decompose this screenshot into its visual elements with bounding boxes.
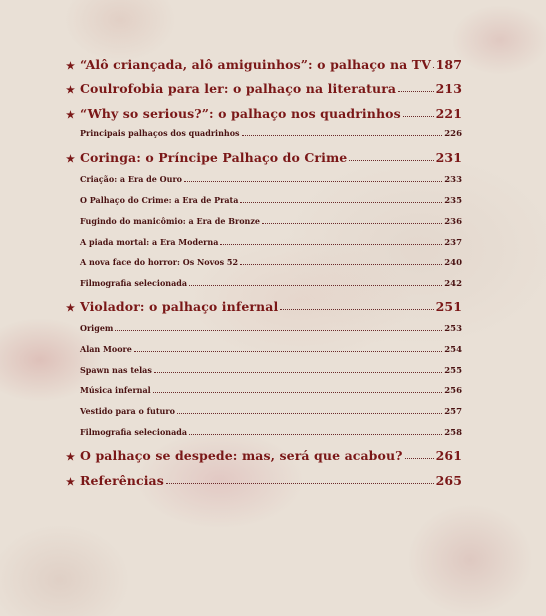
- dot-leader: [153, 391, 443, 393]
- toc-title: Filmografia selecionada: [80, 427, 188, 437]
- toc-title: Spawn nas telas: [80, 365, 152, 375]
- toc-title: O palhaço se despede: mas, será que acabou?: [80, 448, 403, 463]
- toc-subsection[interactable]: [80, 195, 462, 206]
- toc-page-number: 265: [435, 473, 462, 488]
- toc-page-number: 226: [444, 129, 462, 139]
- star-icon: ★: [66, 85, 76, 96]
- toc-title: Vestido para o futuro: [80, 406, 175, 416]
- toc-title: Filmografia selecionada: [80, 278, 188, 288]
- dot-leader: [177, 412, 442, 414]
- toc-subsection[interactable]: [80, 406, 462, 417]
- star-icon: ★: [66, 452, 76, 463]
- toc-chapter[interactable]: [66, 473, 462, 488]
- toc-subsection[interactable]: [80, 323, 462, 334]
- dot-leader: [262, 222, 442, 224]
- toc-chapter[interactable]: [66, 299, 462, 314]
- toc-title: Origem: [80, 323, 114, 333]
- toc-title: Alan Moore: [80, 344, 132, 354]
- toc-page-number: 237: [444, 238, 462, 248]
- toc-page-number: 255: [444, 366, 462, 376]
- toc-page-number: 257: [444, 407, 462, 417]
- toc-title: Música infernal: [80, 385, 151, 395]
- toc-chapter[interactable]: [66, 81, 462, 96]
- toc-subsection[interactable]: [80, 278, 462, 289]
- toc-title: “Alô criançada, alô amiguinhos”: o palhaço na TV: [80, 57, 431, 72]
- dot-leader: [240, 201, 442, 203]
- dot-leader: [115, 329, 442, 331]
- toc-page-number: 254: [444, 345, 462, 355]
- toc-title: A piada mortal: a Era Moderna: [80, 237, 219, 247]
- toc-subsection[interactable]: [80, 427, 462, 438]
- toc-title: “Why so serious?”: o palhaço nos quadrinhos: [80, 106, 401, 121]
- toc-page-number: 231: [435, 150, 462, 165]
- toc-page-number: 253: [444, 324, 462, 334]
- toc-subsection[interactable]: [80, 385, 462, 396]
- star-icon: ★: [66, 110, 76, 121]
- toc-title: Fugindo do manicômio: a Era de Bronze: [80, 216, 261, 226]
- toc-page-number: 261: [435, 448, 462, 463]
- dot-leader: [433, 66, 434, 68]
- dot-leader: [405, 457, 434, 459]
- toc-subsection[interactable]: [80, 237, 462, 248]
- toc-page-number: 240: [444, 258, 462, 268]
- toc-title: Referências: [80, 473, 164, 488]
- star-icon: ★: [66, 61, 76, 72]
- toc-page-number: 221: [435, 106, 462, 121]
- dot-leader: [398, 90, 434, 92]
- dot-leader: [189, 284, 442, 286]
- dot-leader: [220, 243, 442, 245]
- toc-subsection[interactable]: [80, 128, 462, 139]
- toc-chapter[interactable]: [66, 106, 462, 121]
- toc-page-number: 242: [444, 279, 462, 289]
- toc-title: Principais palhaços dos quadrinhos: [80, 128, 240, 138]
- toc-page-number: 258: [444, 428, 462, 438]
- dot-leader: [189, 433, 442, 435]
- toc-subsection[interactable]: [80, 365, 462, 376]
- dot-leader: [240, 263, 442, 265]
- toc-subsection[interactable]: [80, 174, 462, 185]
- toc-chapter[interactable]: [66, 448, 462, 463]
- toc-title: O Palhaço do Crime: a Era de Prata: [80, 195, 239, 205]
- toc-chapter[interactable]: [66, 57, 462, 72]
- toc-page-number: 236: [444, 217, 462, 227]
- dot-leader: [349, 159, 433, 161]
- dot-leader: [242, 134, 443, 136]
- dot-leader: [184, 180, 442, 182]
- toc-chapter[interactable]: [66, 150, 462, 165]
- dot-leader: [403, 115, 434, 117]
- dot-leader: [166, 482, 434, 484]
- toc-subsection[interactable]: [80, 257, 462, 268]
- toc-page-number: 256: [444, 386, 462, 396]
- toc-title: Violador: o palhaço infernal: [80, 299, 279, 314]
- star-icon: ★: [66, 303, 76, 314]
- toc-title: A nova face do horror: Os Novos 52: [80, 257, 239, 267]
- toc-page-number: 213: [435, 81, 462, 96]
- toc-page-number: 233: [444, 175, 462, 185]
- dot-leader: [280, 308, 433, 310]
- toc-subsection[interactable]: [80, 216, 462, 227]
- toc-title: Criação: a Era de Ouro: [80, 174, 182, 184]
- toc-title: Coulrofobia para ler: o palhaço na literatura: [80, 81, 397, 96]
- dot-leader: [154, 371, 442, 373]
- star-icon: ★: [66, 477, 76, 488]
- star-icon: ★: [66, 154, 76, 165]
- dot-leader: [134, 350, 442, 352]
- toc-page-number: 235: [444, 196, 462, 206]
- toc-title: Coringa: o Príncipe Palhaço do Crime: [80, 150, 348, 165]
- toc-page-number: 187: [435, 57, 462, 72]
- toc-page-number: 251: [435, 299, 462, 314]
- toc-subsection[interactable]: [80, 344, 462, 355]
